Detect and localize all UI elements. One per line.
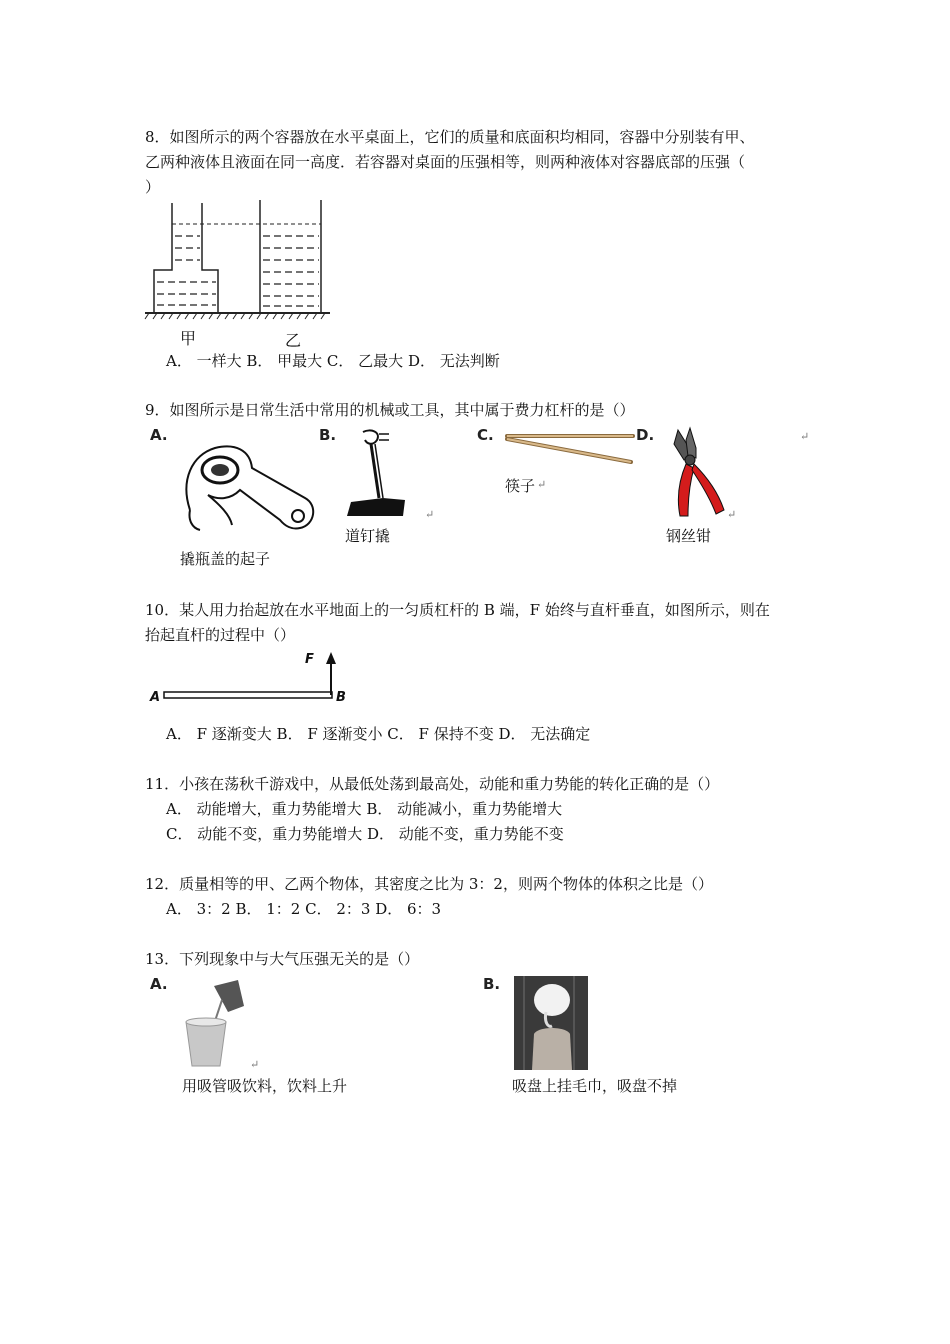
q13-a-return-mark: ↵: [250, 1058, 260, 1071]
q9-b-return-mark: ↵: [425, 508, 435, 521]
nail-puller-icon: [343, 428, 413, 520]
q9-b-label: B.: [319, 426, 337, 444]
suction-cup-icon: [514, 976, 590, 1072]
q9-d-return-mark: ↵: [727, 508, 737, 521]
q9-row-return-mark: ↵: [800, 430, 810, 443]
q9-a-label: A.: [150, 426, 168, 444]
pliers-icon: [666, 426, 736, 522]
q9-a-caption: 撬瓶盖的起子: [180, 550, 271, 568]
q8-options: A． 一样大 B． 甲最大 C． 乙最大 D． 无法判断: [166, 352, 500, 370]
q10-lever-diagram: [150, 650, 350, 710]
q10-label-f: F: [305, 652, 314, 667]
q9-c-return-mark: ↵: [537, 478, 547, 491]
bottle-opener-icon: [180, 440, 320, 535]
q9-c-label: C.: [477, 426, 494, 444]
q11-options-row2: C． 动能不变，重力势能增大 D． 动能不变，重力势能不变: [166, 825, 564, 843]
q8-container-diagram: [145, 198, 335, 326]
drinking-straw-icon: [182, 980, 252, 1072]
q11-stem: 11．小孩在荡秋千游戏中，从最低处荡到最高处，动能和重力势能的转化正确的是（）: [145, 775, 720, 793]
q8-label-yi: 乙: [285, 331, 302, 350]
q13-a-label: A.: [150, 975, 168, 993]
q10-label-b: B: [336, 690, 346, 705]
q9-c-caption: 筷子: [505, 477, 536, 495]
q13-stem: 13．下列现象中与大气压强无关的是（）: [145, 950, 420, 968]
q9-d-label: D.: [636, 426, 655, 444]
q8-stem-line2: 乙两种液体且液面在同一高度．若容器对桌面的压强相等，则两种液体对容器底部的压强（: [145, 153, 746, 171]
q13-a-caption: 用吸管吸饮料，饮料上升: [182, 1077, 348, 1095]
q10-options: A． F 逐渐变大 B． F 逐渐变小 C． F 保持不变 D． 无法确定: [166, 725, 591, 743]
q11-options-row1: A． 动能增大，重力势能增大 B． 动能减小，重力势能增大: [166, 800, 563, 818]
q10-label-a: A: [150, 690, 161, 705]
q8-stem-line1: 8．如图所示的两个容器放在水平桌面上，它们的质量和底面积均相同，容器中分别装有甲、: [145, 128, 755, 146]
q9-b-caption: 道钉撬: [345, 527, 391, 545]
q12-stem: 12．质量相等的甲、乙两个物体，其密度之比为 3：2，则两个物体的体积之比是（）: [145, 875, 713, 893]
q13-b-caption: 吸盘上挂毛巾，吸盘不掉: [512, 1077, 678, 1095]
q8-label-jia: 甲: [180, 329, 197, 348]
q8-stem-line3: ）: [145, 178, 161, 196]
q13-b-label: B.: [483, 975, 501, 993]
q12-options: A． 3：2 B． 1：2 C． 2：3 D． 6：3: [166, 900, 442, 918]
q10-stem-line1: 10．某人用力抬起放在水平地面上的一匀质杠杆的 B 端，F 始终与直杆垂直，如图所示，则在: [145, 601, 770, 619]
q9-stem: 9．如图所示是日常生活中常用的机械或工具，其中属于费力杠杆的是（）: [145, 401, 635, 419]
q10-stem-line2: 抬起直杆的过程中（）: [145, 626, 296, 644]
chopsticks-icon: [505, 430, 640, 470]
q9-d-caption: 钢丝钳: [666, 527, 712, 545]
